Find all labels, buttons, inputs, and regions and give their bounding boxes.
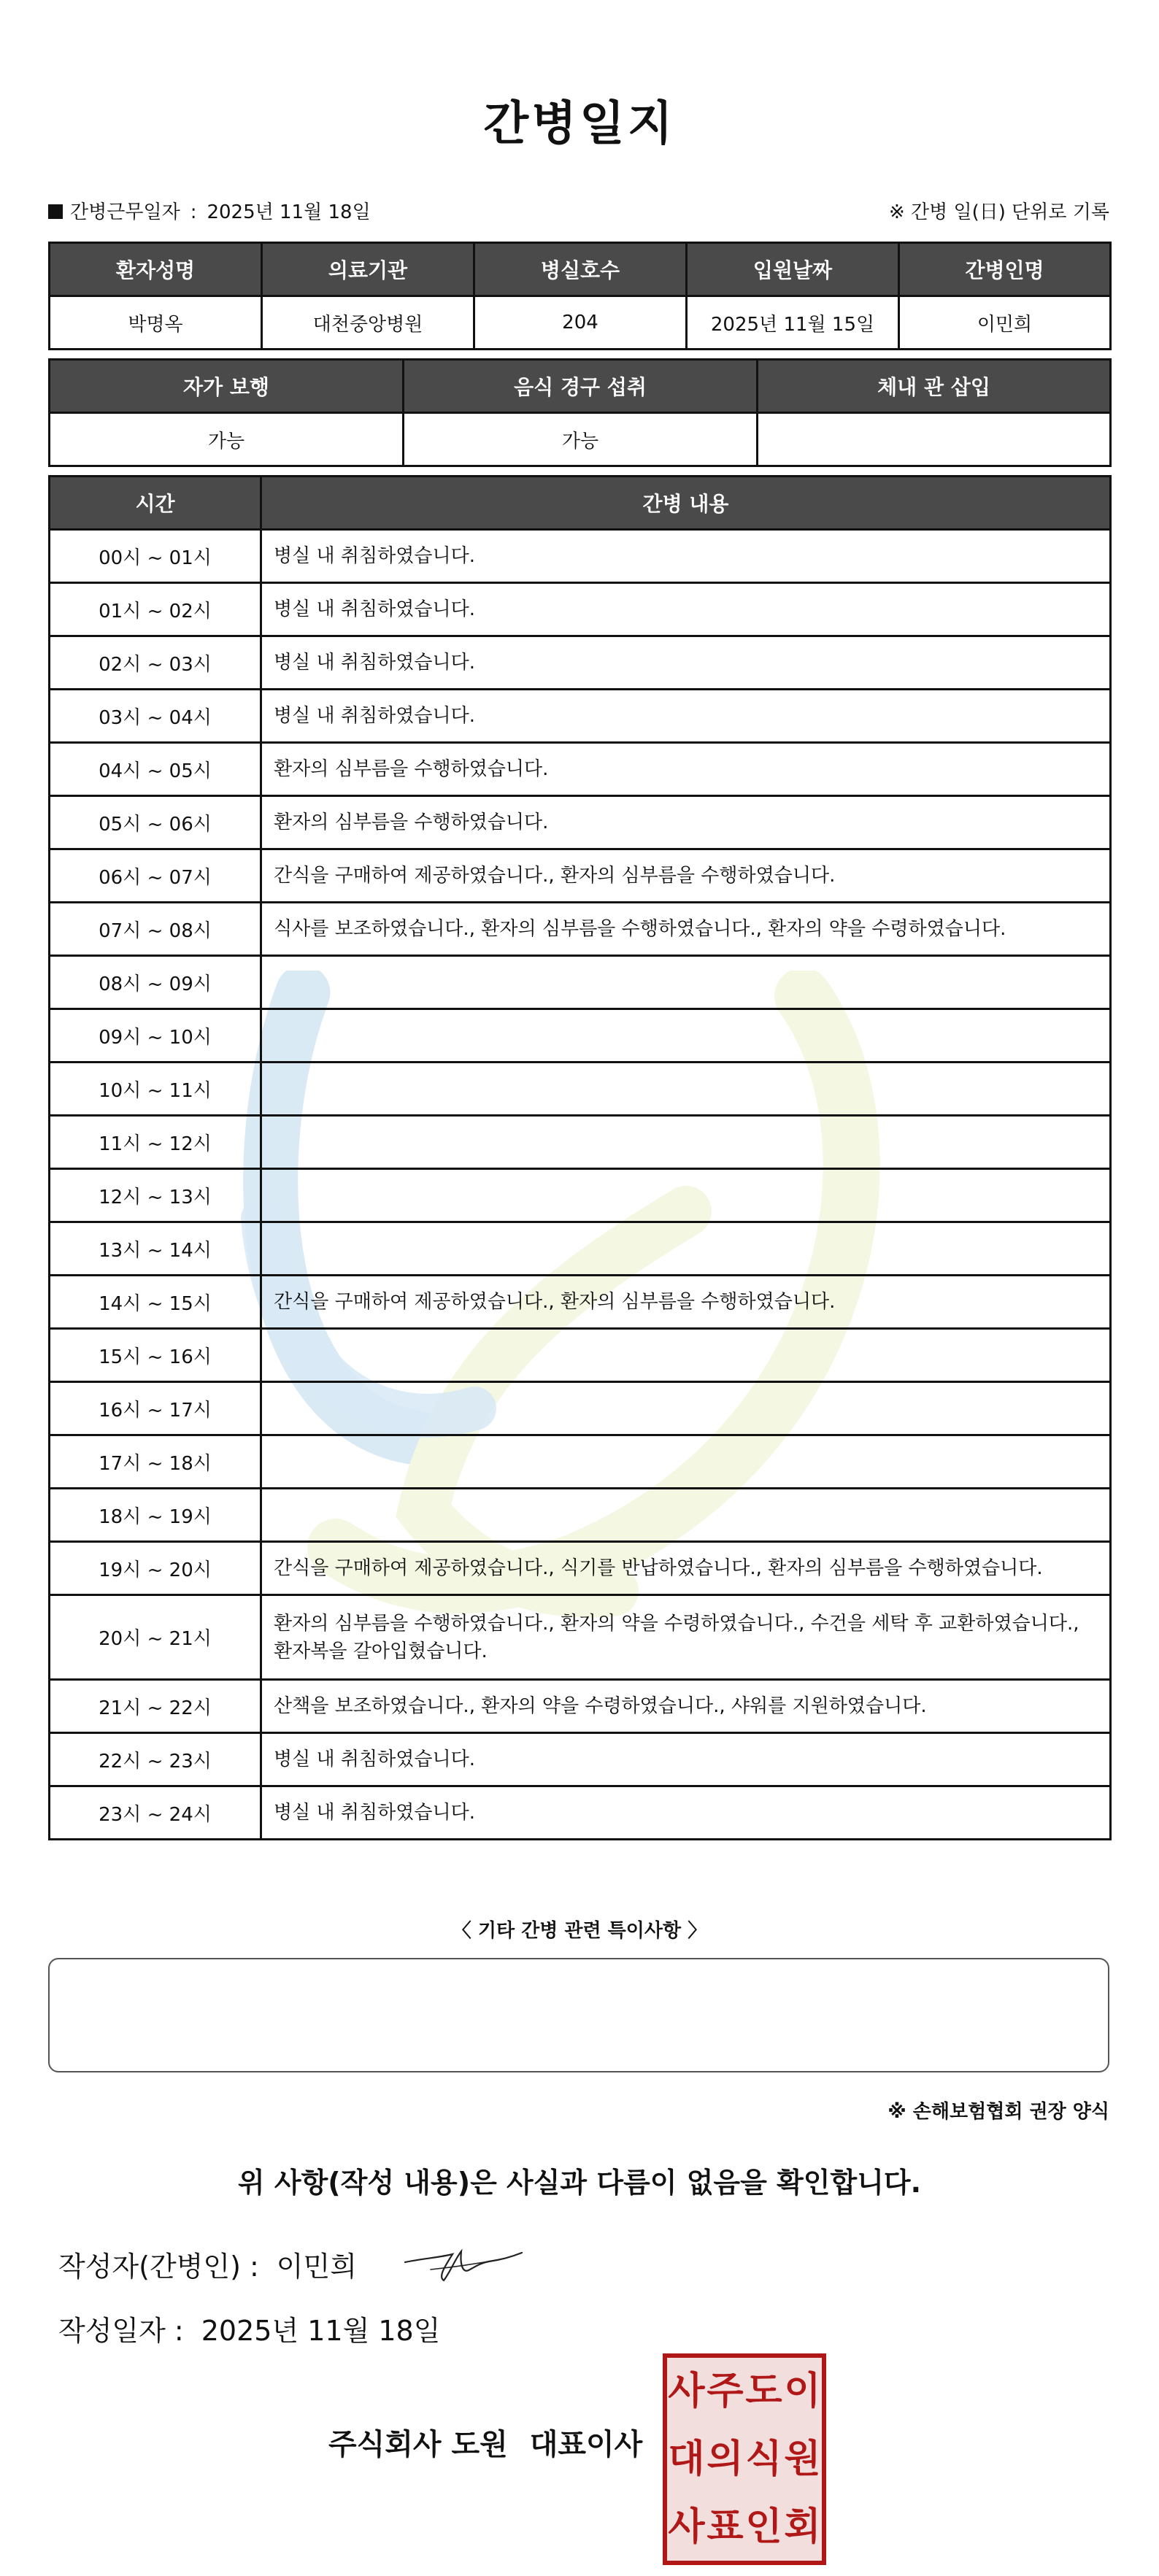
header-self-walking: 자가 보행	[50, 360, 404, 413]
time-slot: 23시 ~ 24시	[50, 1786, 261, 1840]
care-content: 식사를 보조하였습니다., 환자의 심부름을 수행하였습니다., 환자의 약을 수령하였습니다.	[261, 903, 1111, 956]
care-content: 간식을 구매하여 제공하였습니다., 식기를 반납하였습니다., 환자의 심부름을 수행하였습니다.	[261, 1542, 1111, 1595]
seal-glyph: 표	[706, 2504, 744, 2549]
time-slot: 20시 ~ 21시	[50, 1595, 261, 1680]
care-log-row	[50, 1542, 1111, 1595]
admission-date: 2025년 11월 15일	[687, 296, 899, 350]
time-slot: 07시 ~ 08시	[50, 903, 261, 956]
seal-glyph: 사	[668, 2369, 705, 2414]
care-log-row	[50, 1382, 1111, 1435]
seal-glyph: 사	[668, 2504, 705, 2549]
care-content	[261, 1063, 1111, 1116]
seal-glyph: 회	[784, 2504, 821, 2549]
time-slot: 14시 ~ 15시	[50, 1276, 261, 1329]
time-slot: 08시 ~ 09시	[50, 956, 261, 1009]
time-slot: 01시 ~ 02시	[50, 583, 261, 636]
special-notes-box	[48, 1958, 1109, 2072]
header-hospital: 의료기관	[262, 243, 474, 296]
care-log-row	[50, 583, 1111, 636]
care-content: 병실 내 취침하였습니다.	[261, 1786, 1111, 1840]
seal-glyph: 인	[745, 2504, 782, 2549]
time-slot: 12시 ~ 13시	[50, 1169, 261, 1222]
tube-insertion-value	[758, 413, 1111, 466]
header-admission-date: 입원날짜	[687, 243, 899, 296]
seal-glyph: 도	[745, 2369, 782, 2414]
care-content: 환자의 심부름을 수행하였습니다.	[261, 743, 1111, 796]
patient-info-table	[48, 242, 1112, 350]
header-room: 병실호수	[474, 243, 687, 296]
header-tube-insertion: 체내 관 삽입	[758, 360, 1111, 413]
seal-glyph: 대	[668, 2437, 705, 2481]
care-log-row	[50, 1276, 1111, 1329]
ceo-title: 대표이사	[529, 2428, 643, 2461]
recommended-form-note: ※ 손해보험협회 권장 양식	[887, 2101, 1109, 2123]
care-content	[261, 1169, 1111, 1222]
header-patient-name: 환자성명	[50, 243, 262, 296]
care-log-row	[50, 796, 1111, 849]
header-oral-intake: 음식 경구 섭취	[404, 360, 758, 413]
care-content	[261, 1329, 1111, 1382]
work-date	[48, 197, 371, 224]
document-title: 간병일지	[483, 97, 676, 151]
header-caregiver: 간병인명	[899, 243, 1111, 296]
writer-name: 이민희	[276, 2251, 357, 2283]
time-slot: 19시 ~ 20시	[50, 1542, 261, 1595]
care-log-row	[50, 1489, 1111, 1542]
time-slot: 16시 ~ 17시	[50, 1382, 261, 1435]
confirmation-statement: 위 사항(작성 내용)은 사실과 다름이 없음을 확인합니다.	[237, 2167, 922, 2199]
time-slot: 21시 ~ 22시	[50, 1680, 261, 1733]
time-slot: 06시 ~ 07시	[50, 849, 261, 903]
company-seal-stamp	[663, 2353, 826, 2565]
care-log-row	[50, 849, 1111, 903]
time-slot: 17시 ~ 18시	[50, 1435, 261, 1489]
square-bullet-icon	[48, 204, 63, 219]
care-content	[261, 1489, 1111, 1542]
care-content	[261, 1009, 1111, 1063]
header-time: 시간	[50, 477, 261, 530]
care-log-row	[50, 690, 1111, 743]
company-name: 주식회사 도원	[328, 2428, 508, 2461]
care-content	[261, 956, 1111, 1009]
time-slot: 02시 ~ 03시	[50, 636, 261, 690]
care-log-row	[50, 530, 1111, 583]
seal-glyph: 이	[784, 2369, 821, 2414]
care-log-row	[50, 1595, 1111, 1680]
care-log-row	[50, 1733, 1111, 1786]
time-slot: 22시 ~ 23시	[50, 1733, 261, 1786]
care-log-table	[48, 475, 1112, 1840]
date-label: 작성일자 :	[58, 2315, 184, 2347]
care-content: 환자의 심부름을 수행하였습니다.	[261, 796, 1111, 849]
care-log-row	[50, 956, 1111, 1009]
time-slot: 10시 ~ 11시	[50, 1063, 261, 1116]
header-care-content: 간병 내용	[261, 477, 1111, 530]
care-content: 병실 내 취침하였습니다.	[261, 636, 1111, 690]
date-value: 2025년 11월 18일	[201, 2315, 441, 2347]
care-content: 환자의 심부름을 수행하였습니다., 환자의 약을 수령하였습니다., 수건을 세탁 후 교환하였습니다., 환자복을 갈아입혔습니다.	[261, 1595, 1111, 1680]
care-log-row	[50, 903, 1111, 956]
care-content	[261, 1222, 1111, 1276]
care-log-row	[50, 1329, 1111, 1382]
date-row	[58, 2308, 440, 2348]
time-slot: 18시 ~ 19시	[50, 1489, 261, 1542]
care-content: 병실 내 취침하였습니다.	[261, 1733, 1111, 1786]
care-content: 병실 내 취침하였습니다.	[261, 530, 1111, 583]
seal-glyph: 주	[706, 2369, 744, 2414]
work-date-value: 2025년 11월 18일	[207, 201, 371, 223]
care-content: 병실 내 취침하였습니다.	[261, 583, 1111, 636]
care-log-row	[50, 1680, 1111, 1733]
care-content	[261, 1116, 1111, 1169]
room-number: 204	[474, 296, 687, 350]
time-slot: 05시 ~ 06시	[50, 796, 261, 849]
time-slot: 00시 ~ 01시	[50, 530, 261, 583]
care-log-row	[50, 636, 1111, 690]
time-slot: 09시 ~ 10시	[50, 1009, 261, 1063]
writer-row	[58, 2244, 357, 2284]
work-date-label: 간병근무일자	[70, 201, 180, 223]
time-slot: 04시 ~ 05시	[50, 743, 261, 796]
hospital-name: 대천중앙병원	[262, 296, 474, 350]
handwritten-signature-icon	[401, 2237, 525, 2288]
care-log-row	[50, 1169, 1111, 1222]
care-content: 산책을 보조하였습니다., 환자의 약을 수령하였습니다., 샤워를 지원하였습니다.	[261, 1680, 1111, 1733]
work-date-separator: :	[190, 201, 197, 223]
time-slot: 03시 ~ 04시	[50, 690, 261, 743]
patient-name: 박명옥	[50, 296, 262, 350]
time-slot: 11시 ~ 12시	[50, 1116, 261, 1169]
caregiver-name: 이민희	[899, 296, 1111, 350]
care-log-row	[50, 743, 1111, 796]
seal-glyph: 의	[706, 2437, 744, 2481]
seal-glyph: 원	[784, 2437, 821, 2481]
company-signature	[328, 2421, 642, 2463]
time-slot: 13시 ~ 14시	[50, 1222, 261, 1276]
self-walking-value: 가능	[50, 413, 404, 466]
care-content	[261, 1435, 1111, 1489]
care-content: 간식을 구매하여 제공하였습니다., 환자의 심부름을 수행하였습니다.	[261, 1276, 1111, 1329]
meta-row	[48, 197, 1109, 226]
writer-label: 작성자(간병인) :	[58, 2251, 259, 2283]
care-content	[261, 1382, 1111, 1435]
care-log-row	[50, 1786, 1111, 1840]
condition-info-table	[48, 358, 1112, 467]
time-slot: 15시 ~ 16시	[50, 1329, 261, 1382]
care-log-row	[50, 1435, 1111, 1489]
care-log-row	[50, 1116, 1111, 1169]
care-log-body	[50, 530, 1111, 1840]
care-content: 병실 내 취침하였습니다.	[261, 690, 1111, 743]
seal-glyph: 식	[745, 2437, 782, 2481]
oral-intake-value: 가능	[404, 413, 758, 466]
unit-note: ※ 간병 일(日) 단위로 기록	[888, 201, 1109, 223]
care-log-row	[50, 1063, 1111, 1116]
special-notes-title: 〈 기타 간병 관련 특이사항 〉	[452, 1920, 707, 1942]
care-log-row	[50, 1222, 1111, 1276]
care-log-row	[50, 1009, 1111, 1063]
care-content: 간식을 구매하여 제공하였습니다., 환자의 심부름을 수행하였습니다.	[261, 849, 1111, 903]
